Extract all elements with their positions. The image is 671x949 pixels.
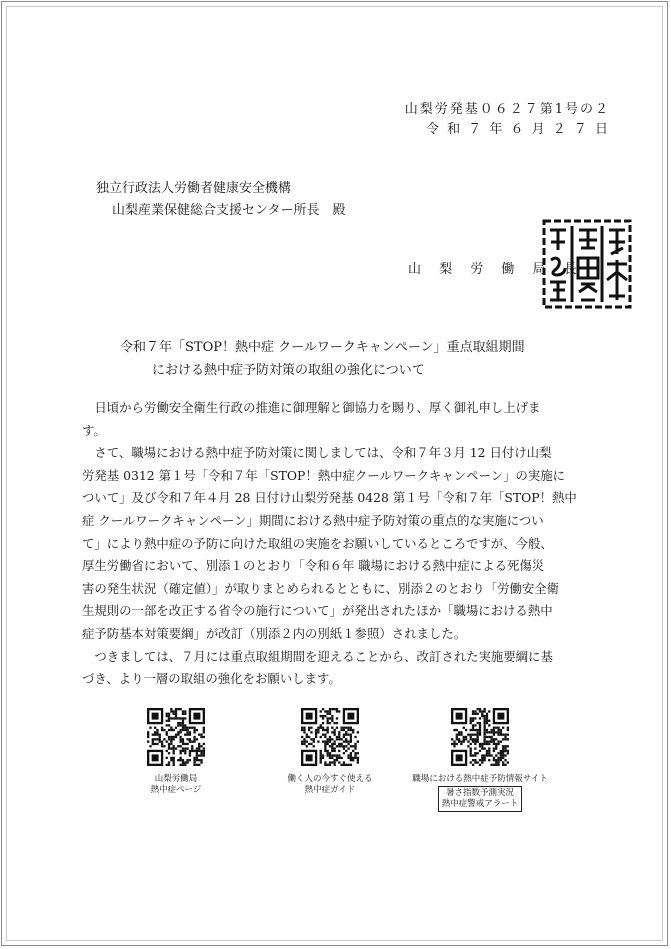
qr-caption bbox=[270, 774, 390, 796]
body-text bbox=[82, 397, 608, 691]
qr-block-heatstroke-guide[interactable] bbox=[270, 708, 390, 796]
qr-caption-line: 山梨労働局 bbox=[154, 774, 198, 784]
body-line: ついて」及び令和７年４月 28 日付け山梨労発基 0428 第１号「令和７年「STOP！熱中 bbox=[82, 490, 577, 506]
qr-caption bbox=[128, 774, 224, 796]
body-line: 生規則の一部を改正する省令の施行について」が発出されたほか「職場における熱中 bbox=[82, 603, 553, 619]
qr-caption-line: 働く人の今すぐ使える bbox=[287, 774, 373, 784]
body-line: さて、職場における熱中症予防対策に関しましては、令和７年３月 12 日付け山梨 bbox=[82, 445, 552, 461]
qr-caption-line: 暑さ指数予測実況 bbox=[445, 788, 514, 798]
body-line: 症予防基本対策要綱」が改訂（別添２内の別紙１参照）されました。 bbox=[82, 625, 467, 641]
subject bbox=[120, 336, 580, 382]
addressee bbox=[96, 178, 345, 222]
body-line: つきましては、７月には重点取組期間を迎えることから、改訂された実施要綱に基 bbox=[82, 648, 553, 664]
body-line: 労発基 0312 第１号「令和７年「STOP！熱中症クールワークキャンペーン」の実施に bbox=[82, 467, 566, 483]
qr-caption-line: 熱中症ガイド bbox=[304, 785, 356, 795]
addressee-recipient: 山梨産業保健総合支援センター所長 殿 bbox=[112, 203, 346, 218]
addressee-organization: 独立行政法人労働者健康安全機構 bbox=[96, 181, 292, 196]
qr-caption-line: 熱中症ページ bbox=[150, 785, 202, 795]
qr-caption-box bbox=[438, 786, 523, 812]
document-date: 令 和 ７ 年 ６ 月 ２ ７ 日 bbox=[425, 122, 610, 137]
qr-caption bbox=[405, 774, 555, 812]
sender-name: 山 梨 労 働 局 長 bbox=[408, 262, 584, 277]
document-reference bbox=[380, 100, 610, 140]
qr-code-icon[interactable] bbox=[301, 708, 359, 766]
subject-line-1: 令和７年「STOP！熱中症 クールワークキャンペーン」重点取組期間 bbox=[120, 340, 525, 355]
qr-block-heatstroke-info-site[interactable] bbox=[405, 708, 555, 812]
body-line: て」により熱中症の予防に向けた取組の実施をお願いしているところですが、今般、 bbox=[82, 535, 553, 551]
body-line: 日頃から労働安全衛生行政の推進に御理解と御協力を賜り、厚く御礼申し上げま bbox=[82, 400, 541, 415]
body-line: 症 クールワークキャンペーン」期間における熱中症予防対策の重点的な実施につい bbox=[82, 512, 544, 528]
qr-caption-line: 熱中症警戒アラート bbox=[441, 799, 519, 809]
body-line: づき、より一層の取組の強化をお願いします。 bbox=[82, 671, 341, 687]
subject-line-2: における熱中症予防対策の取組の強化について bbox=[152, 363, 425, 378]
body-line: 厚生労働省において、別添１のとおり「令和６年 職場における熱中症による死傷災 bbox=[82, 558, 545, 574]
qr-block-yamanashi-labor-bureau[interactable] bbox=[128, 708, 224, 796]
qr-code-icon[interactable] bbox=[147, 708, 205, 766]
official-seal-icon bbox=[541, 218, 633, 310]
qr-code-icon[interactable] bbox=[451, 708, 509, 766]
document-number: 山梨労発基０６２７第1号の２ bbox=[404, 102, 610, 117]
body-line: す。 bbox=[82, 422, 106, 438]
qr-caption-line: 職場における熱中症予防情報サイト bbox=[412, 774, 548, 784]
body-line: 害の発生状況（確定値）」が取りまとめられるとともに、別添２のとおり「労働安全衛 bbox=[82, 580, 560, 596]
